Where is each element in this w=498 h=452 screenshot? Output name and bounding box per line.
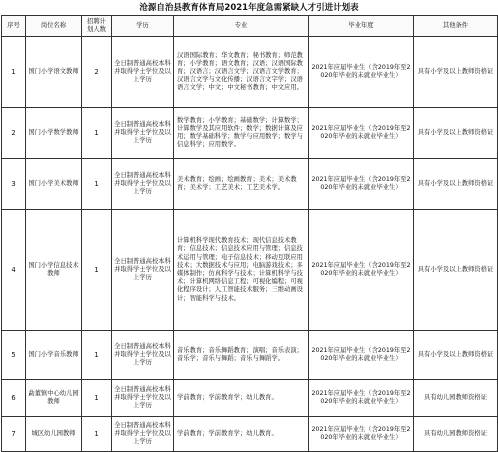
- cell-position: 国门小学美术教师: [26, 159, 82, 210]
- cell-graduate: 2021年应届毕业生（含2019年至2020年毕业的未就业毕业生）: [309, 417, 414, 452]
- cell-major: 音乐教育；音乐舞蹈教育；演唱；音乐表演；音乐学；音乐与舞蹈；音乐与舞蹈学。: [174, 331, 309, 380]
- cell-other: 具有小学及以上教师资格证: [414, 159, 498, 210]
- cell-seq: 7: [2, 417, 26, 452]
- cell-graduate: 2021年应届毕业生（含2019年至2020年毕业的未就业毕业生）: [309, 210, 414, 331]
- table-row: [2, 417, 498, 452]
- cell-education: 全日制普通高校本科并取得学士学位及以上学历: [112, 417, 174, 452]
- cell-graduate: 2021年应届毕业生（含2019年至2020年毕业的未就业毕业生）: [309, 108, 414, 159]
- cell-seq: 1: [2, 37, 26, 108]
- cell-position: 国门小学信息技术教师: [26, 210, 82, 331]
- cell-position: 国门小学语文教师: [26, 37, 82, 108]
- header-seq: 序号: [2, 16, 26, 37]
- cell-count: 2: [82, 37, 112, 108]
- cell-seq: 2: [2, 108, 26, 159]
- table-row: [2, 380, 498, 417]
- table-row: [2, 37, 498, 108]
- cell-count: 1: [82, 380, 112, 417]
- cell-other: 具有小学及以上教师资格证: [414, 37, 498, 108]
- cell-major: 数学教育；小学教育；基础数学；计算数学；计算数学及其应用软件；数学；数据计算及应用；数学基础科学；数学与应用数学；数学与信息科学；应用数学。: [174, 108, 309, 159]
- cell-seq: 3: [2, 159, 26, 210]
- cell-seq: 4: [2, 210, 26, 331]
- cell-major: 汉语国际教育；华文教育；秘书教育；师范教育；小学教育；语文教育；汉语；汉语国际教育；汉语言；汉语言文学；汉语言文学教育；汉语言文学与文化传播；汉语言文字学；汉语语言文学；中文；中文秘书教育；中文应用。: [174, 37, 309, 108]
- cell-count: 1: [82, 331, 112, 380]
- table-row: [2, 210, 498, 331]
- header-graduate: 毕业年度: [309, 16, 414, 37]
- cell-major: 计算机科学现代教育技术；现代信息技术教育；信息技术；信息技术应用与管理；信息技术运用与管理；电子信息技术；移动互联应用技术；大数据技术与应用；电脑游戏技术；多媒体制作；仿真科学与技术；计算机科学与技术；计算机网络信息工程；可视化编程；可视化程序设计；人工智能技术服务；三维动画设计；智能科学与技术。: [174, 210, 309, 331]
- cell-other: 具有小学及以上教师资格证: [414, 210, 498, 331]
- cell-count: 1: [82, 159, 112, 210]
- cell-count: 1: [82, 417, 112, 452]
- header-education: 学历: [112, 16, 174, 37]
- cell-graduate: 2021年应届毕业生（含2019年至2020年毕业的未就业毕业生）: [309, 37, 414, 108]
- cell-education: 全日制普通高校本科并取得学士学位及以上学历: [112, 331, 174, 380]
- cell-other: 具有幼儿园教师资格证: [414, 417, 498, 452]
- header-major: 专业: [174, 16, 309, 37]
- table-row: [2, 108, 498, 159]
- cell-major: 学前教育；学前教育学；幼儿教育。: [174, 380, 309, 417]
- cell-graduate: 2021年应届毕业生（含2019年至2020年毕业的未就业毕业生）: [309, 380, 414, 417]
- cell-other: 具有小学及以上教师资格证: [414, 331, 498, 380]
- cell-major: 学前教育；学前教育学；幼儿教育。: [174, 417, 309, 452]
- table-title: 沧源自治县教育体育局2021年度急需紧缺人才引进计划表: [139, 3, 359, 13]
- cell-graduate: 2021年应届毕业生（含2019年至2020年毕业的未就业毕业生）: [309, 331, 414, 380]
- cell-education: 全日制普通高校本科并取得学士学位及以上学历: [112, 37, 174, 108]
- cell-seq: 6: [2, 380, 26, 417]
- cell-seq: 5: [2, 331, 26, 380]
- cell-graduate: 2021年应届毕业生（含2019年至2020年毕业的未就业毕业生）: [309, 159, 414, 210]
- cell-other: 具有幼儿园教师资格证: [414, 380, 498, 417]
- cell-education: 全日制普通高校本科并取得学士学位及以上学历: [112, 108, 174, 159]
- cell-other: 具有小学及以上教师资格证: [414, 108, 498, 159]
- cell-major: 美术教育；绘画；绘画教育；美术；美术教育；美术学；工艺美术；工艺美术学。: [174, 159, 309, 210]
- cell-position: 国门小学音乐教师: [26, 331, 82, 380]
- cell-education: 全日制普通高校本科并取得学士学位及以上学历: [112, 159, 174, 210]
- table-row: [2, 331, 498, 380]
- header-row: [2, 16, 498, 37]
- table-row: [2, 159, 498, 210]
- cell-count: 1: [82, 108, 112, 159]
- recruitment-table: [1, 15, 498, 452]
- header-position: 岗位名称: [26, 16, 82, 37]
- cell-education: 全日制普通高校本科并取得学士学位及以上学历: [112, 210, 174, 331]
- cell-education: 全日制普通高校本科并取得学士学位及以上学历: [112, 380, 174, 417]
- cell-count: 1: [82, 210, 112, 331]
- header-count: 招聘计划人数: [82, 16, 112, 37]
- cell-position: 勐董镇中心幼儿园教师: [26, 380, 82, 417]
- cell-position: 城区幼儿园教师: [26, 417, 82, 452]
- cell-position: 国门小学数学教师: [26, 108, 82, 159]
- header-other: 其他条件: [414, 16, 498, 37]
